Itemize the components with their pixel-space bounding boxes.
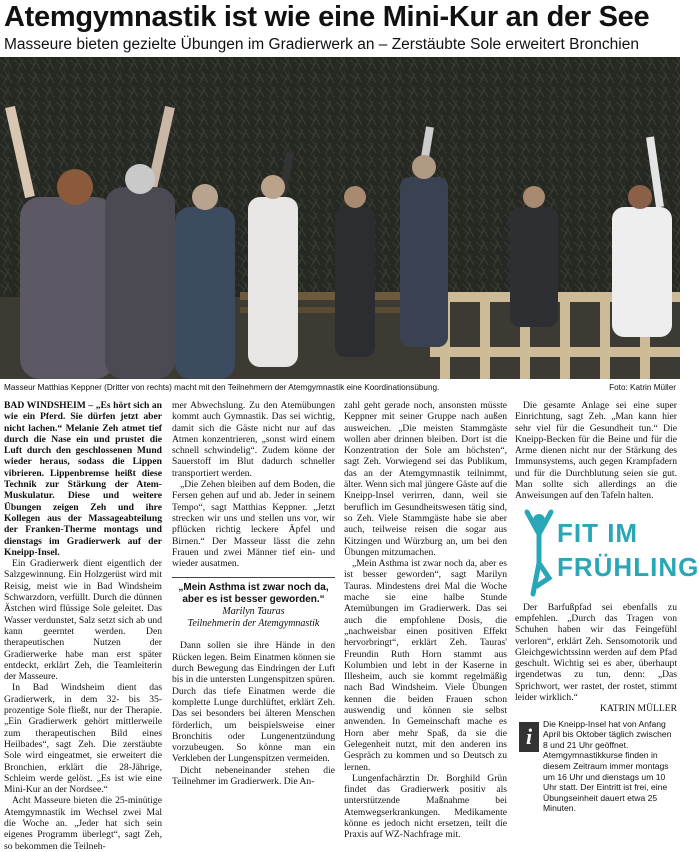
article-paragraph: In Bad Windsheim dient das Gradierwerk, in dem 32- bis 35-prozentige Sole fließt, nur der Therapie. „Ein Gradierwerk gehört mittlerweile zum therapeutischen Bild eines Heilbades“, sagt Zeh. Die zerstäubte Sole wird eingeatmet, sie erweitert die Bronchien, erklärt die 28-Jährige, Schleim werde gelöst. „Es ist wie eine Mini-Kur an der Nordsee.“ bbox=[4, 682, 162, 796]
article-paragraph: Acht Masseure bieten die 25-minütige Atemgymnastik im Wechsel zwei Mal die Woche an. „Jeder hat sich sein eigenes Programm überlegt“, sagt Zeh, so bekommen die Teilneh- bbox=[4, 795, 162, 852]
quote-author: Marilyn Tauras bbox=[222, 606, 285, 618]
article-paragraph: Ein Gradierwerk dient eigentlich der Salzgewinnung. Ein Holzgerüst wird mit Reisig, meist wie in Bad Windsheim Schwarzdorn, verfüllt. Durch die dünnen Ästchen wird flüssige Sole geleitet. Das Wasser verdunstet, Salz setzt sich ab und kann geerntet werden. Den therapeutischen Nutzen der Gradierwerke habe man erst später entdeckt, erklärt Zeh, die Teamleiterin der Masseure. bbox=[4, 558, 162, 683]
article-photo bbox=[0, 57, 680, 379]
article-paragraph: Der Barfußpfad sei ebenfalls zu empfehlen. „Durch das Tragen von Schuhen haben wir das Feingefühl verloren“, erklärt Zeh. Sensomotorik und Gleichgewichtssinn werden auf dem Pfad geschult. Wichtig sei es aber, überhaupt irgendetwas zu tun, denn: „Das Sprichwort, wer rastet, der rostet, stimmt leider wirklich.“ bbox=[515, 601, 677, 704]
article-paragraph: Die gesamte Anlage sei eine super Einrichtung, sagt Zeh. „Man kann hier sehr viel für die Gesundheit tun.“ Die Kneipp-Becken für die Beine und für die Arme dienen nicht nur der Stärkung des Immunsystems, auch gegen Krampfadern und für die Durchblutung seien sie gut. Man sollte sich allerdings an die Anweisungen auf den Tafeln halten. bbox=[515, 400, 677, 502]
article-paragraph: Dann sollen sie ihre Hände in den Rücken legen. Beim Einatmen können sie durch Bewegung das Eindringen der Luft bis in die untersten Lungenspitzen spüren. Durch das tiefe Einatmen werde die komplette Lunge durchlüftet, erklärt Zeh. Das sei besonders bei älteren Menschen förderlich, um beispielsweise einer Bronchitis oder Lungenentzündung vorzubeugen. So könne man ein Verkleben der Lungenspitzen vermeiden. bbox=[172, 640, 335, 765]
subheadline: Masseure bieten gezielte Übungen im Gradierwerk an – Zerstäubte Sole erweitert Bronchien bbox=[4, 36, 639, 53]
info-text: Die Kneipp-Insel hat von Anfang April bis Oktober täglich zwischen 8 und 21 Uhr geöffnet. Atemgymnastikkurse finden in diesem Zeitraum immer montags um 16 Uhr und dienstags um 10 Uhr statt. Der Eintritt ist frei, eine Übungseinheit dauert etwa 25 Minuten. bbox=[543, 718, 672, 814]
fit-logo-line1: FIT IM bbox=[557, 517, 639, 548]
photo-caption: Masseur Matthias Keppner (Dritter von rechts) macht mit den Teilnehmern der Atemgymnastik eine Koordinationsübung. bbox=[4, 383, 440, 392]
fit-im-fruehling-logo bbox=[515, 508, 699, 596]
quote-divider bbox=[172, 577, 335, 578]
fit-logo-line2: FRÜHLING bbox=[557, 551, 699, 582]
headline: Atemgymnastik ist wie eine Mini-Kur an der See bbox=[4, 1, 650, 33]
article-paragraph: zahl geht gerade noch, ansonsten müsste Keppner mit seiner Gruppe nach außen ausweichen. „Die meisten Stammgäste wollen aber drinnen bleiben. Dort ist die Konzentration der Sole am höchsten“, sagt Zeh. Vorwiegend sei das Publikum, das an der Atemgymnastik teilnimmt, älter. Wenn sich mal jüngere Gäste auf die Kneipp-Insel verirren, dann, weil sie beruflich im Gesundheitswesen tätig sind, so Zeh. Viele Stammgäste habe sie aber auch, teilweise reisen die sogar aus Kitzingen und Würzburg an, um bei den Übungen mitzumachen. bbox=[344, 400, 507, 558]
article-author: KATRIN MÜLLER bbox=[599, 703, 677, 715]
article-paragraph: „Die Zehen bleiben auf dem Boden, die Fersen gehen auf und ab. Jeder in seinem Tempo“, sagt Matthias Keppner. „Jetzt strecken wir uns und stellen uns vor, wir pflücken richtig leckere Äpfel und Birnen.“ Der Masseur lässt die zehn Frauen und zwei Männer tief ein- und wieder ausatmen. bbox=[172, 479, 335, 570]
article-column-3 bbox=[344, 400, 507, 841]
info-icon: i bbox=[519, 722, 539, 752]
article-paragraph: Dicht nebeneinander stehen die Teilnehmer im Gradierwerk. Die An- bbox=[172, 764, 335, 788]
info-box bbox=[515, 719, 677, 814]
pull-quote bbox=[172, 577, 335, 630]
quote-author-role: Teilnehmerin der Atemgymnastik bbox=[187, 618, 320, 630]
article-column-2 bbox=[172, 400, 335, 788]
article-paragraph: „Mein Asthma ist zwar noch da, aber es ist besser geworden“, sagt Marilyn Tauras. Mindestens drei Mal die Woche mache sie eine halbe Stunde Atemübungen im Gradierwerk. Das sei auch die empfohlene Dosis, die „nachweisbar einen positiven Effekt hervorbringt“, erklärt Zeh. Tauras' Freundin Ruth Horn stammt aus Kolumbien und lebt in der Kaserne in Illesheim, auch sie kommt regelmäßig nach Bad Windsheim. Viele Übungen kennen die beiden Frauen schon auswendig und können sie selbst anwenden. In Gemeinschaft mache es Horn aber mehr Spaß, da sie die Gelegenheit nutzt, mit den anderen ins Gespräch zu kommen und so Deutsch zu lernen. bbox=[344, 558, 507, 773]
article-column-4 bbox=[515, 400, 699, 814]
photo-credit: Foto: Katrin Müller bbox=[609, 383, 676, 392]
article-lead: BAD WINDSHEIM – „Es hört sich an wie ein Pferd. Sie dürfen jetzt aber nicht lachen.“ Melanie Zeh atmet tief durch die Nase ein und prustet die Luft durch den geschlossenen Mund wieder heraus, sodass die Lippen vibrieren. Lippenbremse heißt diese Technik zur Stärkung der Atem-Muskulatur. Diese und weitere Übungen zeigen Zeh und ihre Kollegen aus der Massageabteilung der Franken-Therme montags und dienstags im Gradierwerk auf der Kneipp-Insel. bbox=[4, 400, 162, 558]
article-paragraph: Lungenfachärztin Dr. Borghild Grün findet das Gradierwerk positiv als unterstützende Maßnahme bei Atemwegserkrankungen. Medikamente könne es jedoch nicht ersetzen, teilt die Praxis auf WZ-Nachfrage mit. bbox=[344, 772, 507, 841]
gradierwerk-photo-illustration bbox=[0, 57, 680, 379]
article-column-1 bbox=[4, 400, 162, 852]
quote-text: „Mein Asthma ist zwar noch da, aber es ist besser geworden.“ bbox=[178, 582, 329, 606]
article-paragraph: mer Abwechslung. Zu den Atemübungen kommt auch Gymnastik. Das sei wichtig, damit sich die Gäste nicht nur auf das Atmen konzentrieren, „sonst wird einem schnell schwindelig“. Zudem könne der Sauerstoff im Blut dadurch schneller transportiert werden. bbox=[172, 400, 335, 479]
